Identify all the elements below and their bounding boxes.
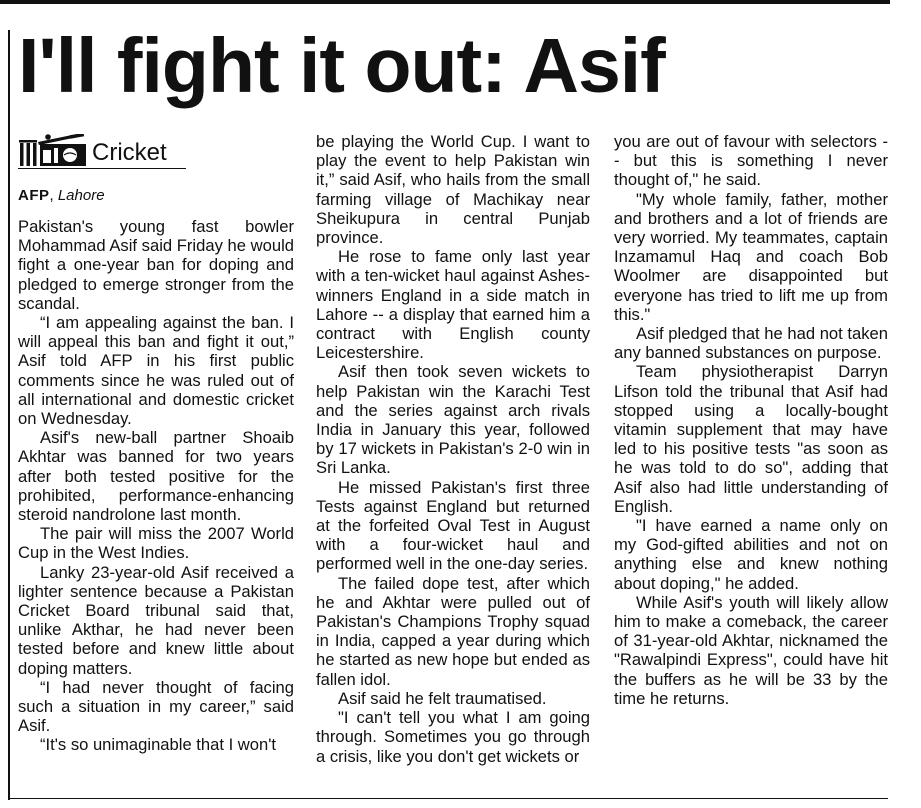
paragraph: He rose to fame only last year with a ten-wicket haul against Ashes-winners England in a side match in Lahore -- a display that earned him a contract with English county Leicestershire. <box>316 247 590 363</box>
paragraph: "I have earned a name only on my God-gifted abilities and not on anything else and knew nothing about doping," he added. <box>614 516 888 593</box>
paragraph: Lanky 23-year-old Asif received a lighter sentence because a Pakistan Cricket Board tribunal said that, unlike Akthar, he had never been tested before and knew little about doping matters. <box>18 562 294 678</box>
bottom-rule <box>8 798 888 799</box>
article-column-2 <box>316 132 590 766</box>
byline-agency: AFP <box>18 187 50 204</box>
headline: I'll fight it out: Asif <box>18 23 665 109</box>
paragraph: “I am appealing against the ban. I will appeal this ban and fight it out,” Asif told AFP in his first public comments since he was ruled out of all international and domestic cricket on Wednesday. <box>18 313 294 429</box>
paragraph: Team physiotherapist Darryn Lifson told the tribunal that Asif had stopped using a locally-bought vitamin supplement that may have led to his positive tests "as soon as he was told to do so", adding that Asif also had little understanding of English. <box>614 362 888 516</box>
left-rule <box>8 30 10 800</box>
paragraph: “It's so unimaginable that I won't <box>40 735 277 755</box>
cricket-stumps-bat-icon <box>18 134 90 168</box>
paragraph: Asif said he felt traumatised. <box>338 688 547 708</box>
paragraph: He missed Pakistan's first three Tests against England but returned at the forfeited Oval Test in August with a four-wicket haul and performed well in the one-day series. <box>316 477 590 574</box>
section-label: Cricket <box>92 139 167 166</box>
paragraph: The failed dope test, after which he and Akhtar were pulled out of Pakistan's Champions Trophy squad in India, capped a year during which he started as new hope but ended as fallen idol. <box>316 573 590 689</box>
paragraph: Asif's new-ball partner Shoaib Akhtar was banned for two years after both tested positive for the prohibited, performance-enhancing steroid nandrolone last month. <box>18 428 294 525</box>
paragraph: While Asif's youth will likely allow him to make a comeback, the career of 31-year-old Akhtar, nicknamed the "Rawalpindi Express", could have hit the buffers as he will be 33 by the time he returns. <box>614 592 888 708</box>
paragraph: Asif pledged that he had not taken any banned substances on purpose. <box>614 324 888 363</box>
paragraph: you are out of favour with selectors - - but this is something I never thought of," he said. <box>614 132 888 190</box>
paragraph: be playing the World Cup. I want to play the event to help Pakistan win it,” said Asif, who hails from the small farming village of Machikay near Sheikupura in central Punjab province. <box>316 132 590 248</box>
byline-place: Lahore <box>57 187 105 204</box>
paragraph: Asif then took seven wickets to help Pakistan win the Karachi Test and the series against arch rivals India in January this year, followed by 17 wickets in Pakistan's 2-0 win in Sri Lanka. <box>316 362 590 478</box>
article-column-1 <box>18 132 294 755</box>
paragraph: "My whole family, father, mother and brothers and a lot of friends are very worried. My teammates, captain Inzamamul Haq and coach Bob Woolmer are disappointed but everyone has tried to lift me up from this." <box>614 189 888 324</box>
top-rule <box>0 0 890 4</box>
byline <box>18 187 294 205</box>
paragraph: "I can't tell you what I am going through. Sometimes you go through a crisis, like you don't get wickets or <box>316 708 590 766</box>
paragraph: “I had never thought of facing such a situation in my career,” said Asif. <box>18 677 294 736</box>
paragraph: The pair will miss the 2007 World Cup in the West Indies. <box>18 524 294 563</box>
article-column-3 <box>614 132 888 708</box>
section-tag <box>18 132 186 169</box>
byline-separator: , <box>49 187 54 204</box>
paragraph: Pakistan's young fast bowler Mohammad Asif said Friday he would fight a one-year ban for doping and pledged to emerge stronger from the scandal. <box>18 217 294 313</box>
